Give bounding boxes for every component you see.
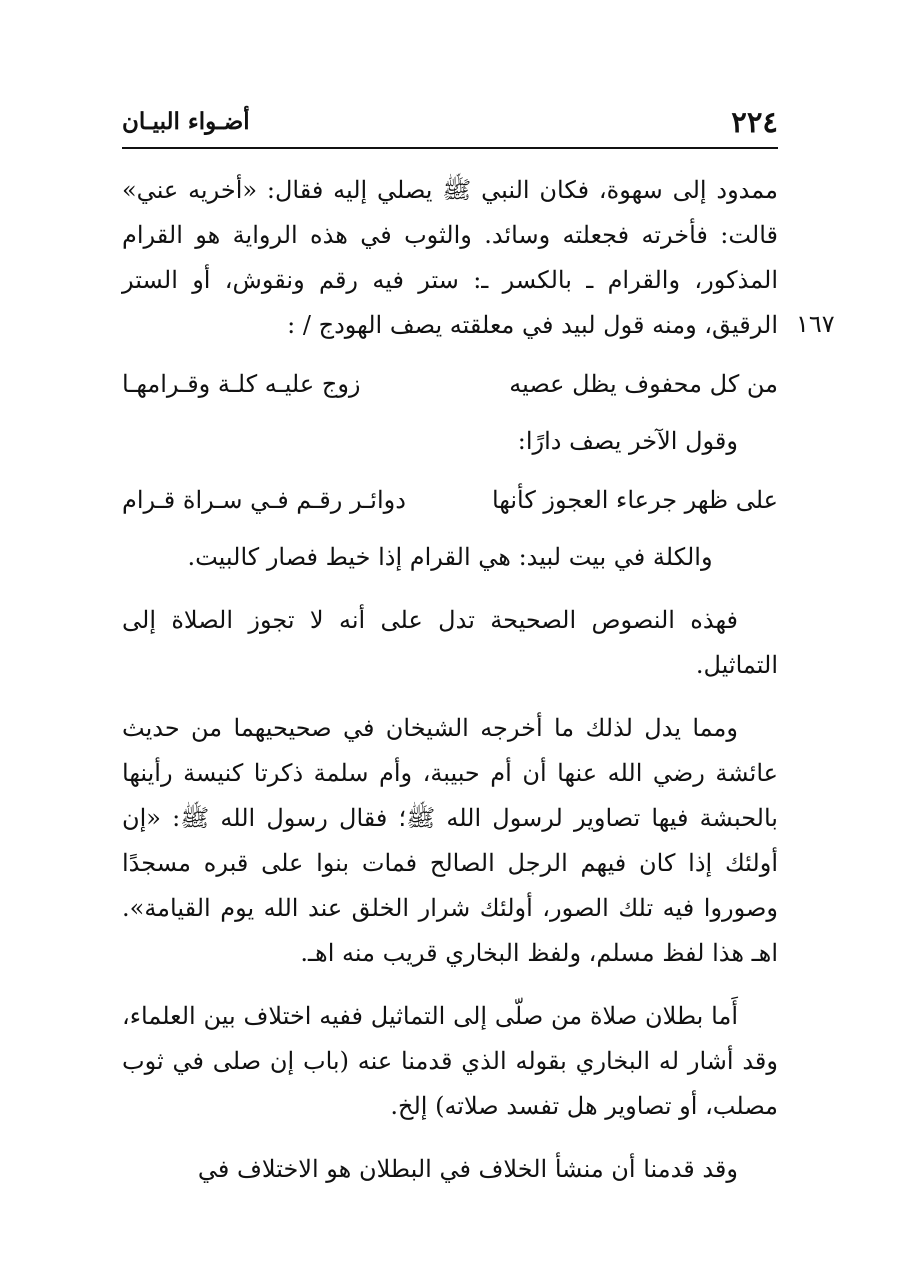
page-number: ٢٢٤ [731, 105, 778, 139]
running-title: أضـواء البيـان [122, 108, 250, 135]
paragraph-1: ممدود إلى سهوة، فكان النبي ﷺ يصلي إليه فقال: «أخريه عني» قالت: فأخرته فجعلته وسائد. والثوب في هذه الرواية هو القرام المذكور، والقرام ـ بالكسر ـ: ستر فيه رقم ونقوش، أو الستر الرقيق، ومنه قول لبيد في معلقته يصف الهودج / : [122, 176, 778, 339]
paragraph-2: فهذه النصوص الصحيحة تدل على أنه لا تجوز الصلاة إلى التماثيل. [122, 606, 778, 679]
verse-1-second-hemistich: زوج عليـه كلـة وقـرامهـا [122, 370, 361, 398]
paragraph-3 [122, 706, 778, 976]
paragraph-3-hadith-quote: «إن أولئك إذا كان فيهم الرجل الصالح فمات بنوا على قبره مسجدًا وصوروا فيه تلك الصور، أولئك شرار الخلق عند الله يوم القيامة». اهـ هذا لفظ مسلم، ولفظ البخاري قريب منه اهـ. [122, 804, 778, 967]
verse-1-first-hemistich: من كل محفوف يظل عصيه [509, 370, 778, 398]
paragraph-4: أَما بطلان صلاة من صلّى إلى التماثيل ففيه اختلاف بين العلماء، وقد أشار له البخاري بقوله الذي قدمنا عنه (باب إن صلى في ثوب مصلب، أو تصاوير هل تفسد صلاته) إلخ. [122, 1002, 778, 1120]
verse-2-second-hemistich: دوائـر رقـم فـي سـراة قـرام [122, 486, 406, 514]
margin-page-reference: ١٦٧ [796, 310, 835, 338]
body-text [122, 168, 778, 1192]
header-rule [122, 147, 778, 149]
verse-1 [122, 362, 778, 407]
page-header [122, 100, 778, 144]
kilah-explanation: والكلة في بيت لبيد: هي القرام إذا خيط فصار كالبيت. [187, 543, 713, 571]
verse-2-intro: وقول الآخر يصف دارًا: [517, 427, 738, 455]
paragraph-5: وقد قدمنا أن منشأ الخلاف في البطلان هو الاختلاف في [197, 1155, 738, 1183]
verse-2-first-hemistich: على ظهر جرعاء العجوز كأنها [491, 486, 778, 514]
paragraph-3-narration: ومما يدل لذلك ما أخرجه الشيخان في صحيحيهما من حديث عائشة رضي الله عنها أن أم حبيبة، وأم سلمة ذكرتا كنيسة رأينها بالحبشة فيها تصاوير لرسول الله ﷺ؛ فقال رسول الله ﷺ: [122, 714, 778, 832]
verse-2 [122, 478, 778, 523]
